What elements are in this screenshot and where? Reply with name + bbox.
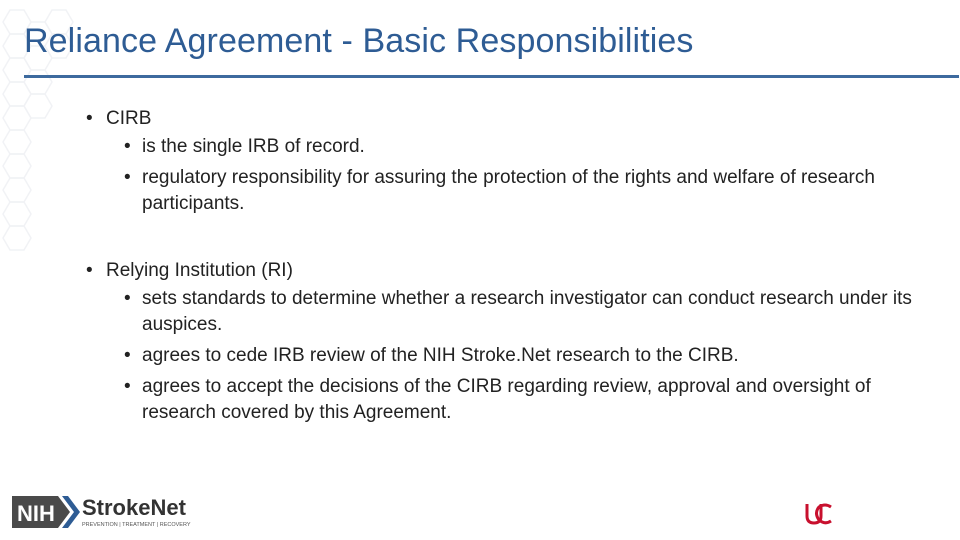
strokenet-text: StrokeNet (82, 495, 186, 520)
sub-bullet-text: agrees to accept the decisions of the CIRB regarding review, approval and oversight of research covered by this Agreement. (142, 376, 871, 423)
nih-strokenet-logo (12, 494, 192, 530)
sub-bullet (86, 134, 936, 160)
bullet-dot: • (124, 345, 131, 366)
sub-bullet (86, 165, 936, 217)
strokenet-tagline: PREVENTION | TREATMENT | RECOVERY (82, 522, 191, 528)
uc-logo-icon (803, 502, 833, 526)
bullet-relying-institution (86, 256, 936, 286)
sub-bullet (86, 374, 936, 426)
sub-bullet-text: is the single IRB of record. (142, 136, 365, 157)
nih-text: NIH (17, 501, 55, 526)
bullet-cirb (86, 104, 936, 134)
sub-bullet-text: regulatory responsibility for assuring the protection of the rights and welfare of research participants. (142, 167, 875, 214)
title-divider (24, 75, 959, 78)
bullet-dot: • (86, 108, 93, 129)
sub-bullet-text: agrees to cede IRB review of the NIH Stroke.Net research to the CIRB. (142, 345, 739, 366)
sub-bullet (86, 286, 936, 338)
sub-bullet-text: sets standards to determine whether a research investigator can conduct research under its auspices. (142, 288, 912, 335)
bullet-dot: • (86, 260, 93, 281)
slide-title: Reliance Agreement - Basic Responsibilities (24, 22, 694, 60)
bullet-dot: • (124, 136, 131, 157)
sub-bullet (86, 343, 936, 369)
bullet-dot: • (124, 167, 131, 188)
bullet-text: Relying Institution (RI) (106, 260, 293, 281)
slide-body (86, 104, 936, 431)
bullet-dot: • (124, 376, 131, 397)
bullet-dot: • (124, 288, 131, 309)
bullet-text: CIRB (106, 108, 152, 129)
